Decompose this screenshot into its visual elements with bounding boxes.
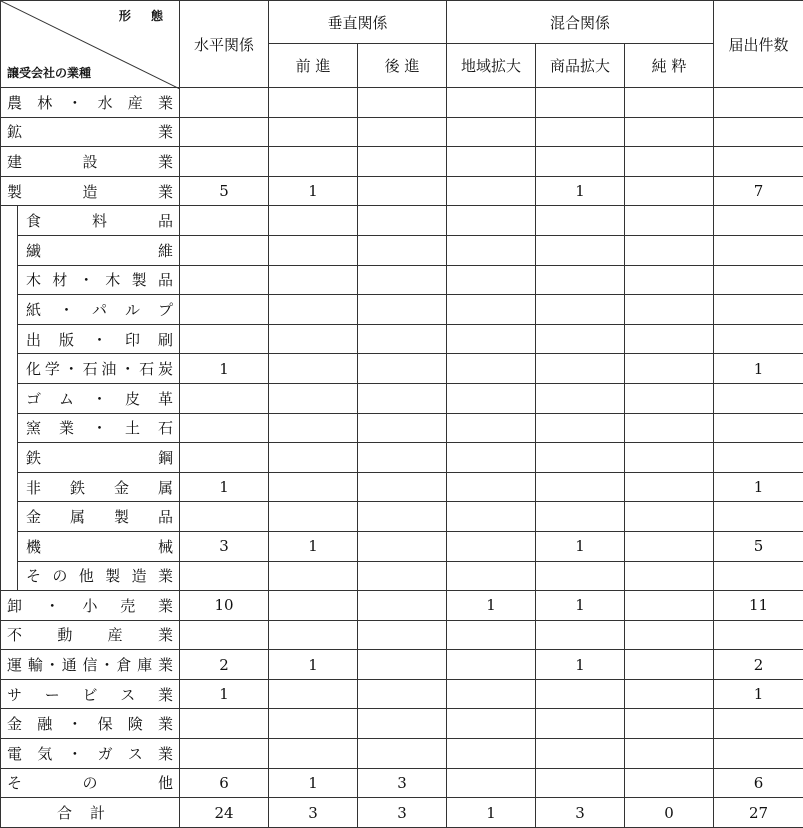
indent-spacer	[1, 413, 18, 443]
table-row	[1, 88, 803, 118]
total-label: 合計	[1, 798, 180, 828]
horizontal-relation-header: 水平関係	[180, 1, 269, 88]
industry-label: 建設業	[1, 147, 180, 177]
count-cell: 1	[536, 176, 625, 206]
total-cell: 3	[269, 798, 358, 828]
backward-header: 後 進	[358, 44, 447, 88]
count-cell	[625, 709, 714, 739]
count-cell	[269, 383, 358, 413]
table-row	[1, 117, 803, 147]
count-cell	[180, 561, 269, 591]
count-cell	[625, 413, 714, 443]
table-body	[1, 88, 803, 828]
count-cell	[714, 739, 803, 769]
count-cell	[269, 502, 358, 532]
count-cell	[358, 472, 447, 502]
count-cell	[269, 739, 358, 769]
count-cell	[536, 324, 625, 354]
count-cell	[180, 383, 269, 413]
indent-spacer	[1, 502, 18, 532]
count-cell: 5	[714, 531, 803, 561]
sub-industry-label: 窯業・土石	[18, 413, 180, 443]
count-cell	[625, 147, 714, 177]
count-cell	[714, 324, 803, 354]
count-cell: 1	[536, 531, 625, 561]
count-cell	[447, 235, 536, 265]
count-cell	[269, 472, 358, 502]
count-cell: 11	[714, 591, 803, 621]
count-cell	[358, 620, 447, 650]
count-cell	[447, 265, 536, 295]
count-cell	[625, 235, 714, 265]
indent-spacer	[1, 531, 18, 561]
table-row	[1, 768, 803, 798]
count-cell: 1	[714, 679, 803, 709]
count-cell	[625, 295, 714, 325]
count-cell: 1	[269, 768, 358, 798]
count-cell	[358, 354, 447, 384]
count-cell	[714, 383, 803, 413]
count-cell	[358, 176, 447, 206]
count-cell	[536, 147, 625, 177]
count-cell	[180, 709, 269, 739]
count-cell: 1	[536, 591, 625, 621]
count-cell	[447, 650, 536, 680]
count-cell	[536, 383, 625, 413]
count-cell	[536, 443, 625, 473]
total-cell: 27	[714, 798, 803, 828]
count-cell: 1	[180, 679, 269, 709]
count-cell	[447, 443, 536, 473]
table-row	[1, 502, 803, 532]
corner-form-label: 形 態	[119, 7, 171, 24]
table-row	[1, 591, 803, 621]
table-row	[1, 650, 803, 680]
count-cell	[625, 324, 714, 354]
count-cell	[358, 295, 447, 325]
count-cell	[447, 147, 536, 177]
count-cell: 6	[714, 768, 803, 798]
count-cell: 2	[714, 650, 803, 680]
count-cell	[269, 591, 358, 621]
count-cell	[180, 324, 269, 354]
industry-label: 電気・ガス業	[1, 739, 180, 769]
indent-spacer	[1, 324, 18, 354]
count-cell	[180, 739, 269, 769]
count-cell	[358, 591, 447, 621]
count-cell	[180, 88, 269, 118]
count-cell	[447, 206, 536, 236]
count-cell	[536, 709, 625, 739]
table-row	[1, 206, 803, 236]
count-cell	[447, 768, 536, 798]
count-cell	[625, 176, 714, 206]
indent-spacer	[1, 472, 18, 502]
count-cell	[447, 502, 536, 532]
forward-header: 前 進	[269, 44, 358, 88]
total-cell: 3	[536, 798, 625, 828]
count-cell	[269, 265, 358, 295]
count-cell: 1	[714, 354, 803, 384]
count-cell: 5	[180, 176, 269, 206]
count-cell	[625, 265, 714, 295]
table-row	[1, 472, 803, 502]
indent-spacer	[1, 265, 18, 295]
count-cell	[269, 354, 358, 384]
count-cell	[536, 561, 625, 591]
count-cell	[625, 206, 714, 236]
count-cell	[269, 295, 358, 325]
count-cell	[447, 324, 536, 354]
count-cell	[269, 561, 358, 591]
count-cell	[269, 709, 358, 739]
count-cell: 6	[180, 768, 269, 798]
industry-label: 金融・保険業	[1, 709, 180, 739]
count-cell	[447, 561, 536, 591]
count-cell	[714, 502, 803, 532]
count-cell	[269, 206, 358, 236]
corner-industry-label: 譲受会社の業種	[7, 64, 91, 81]
table-row	[1, 354, 803, 384]
count-cell: 3	[180, 531, 269, 561]
count-cell	[625, 591, 714, 621]
industry-label: その他	[1, 768, 180, 798]
count-cell	[625, 117, 714, 147]
count-cell	[180, 147, 269, 177]
table-row	[1, 709, 803, 739]
count-cell	[714, 265, 803, 295]
count-cell	[625, 768, 714, 798]
count-cell	[625, 88, 714, 118]
table-row	[1, 620, 803, 650]
table-row	[1, 383, 803, 413]
sub-industry-label: ゴム・皮革	[18, 383, 180, 413]
count-cell	[269, 443, 358, 473]
count-cell	[714, 206, 803, 236]
count-cell	[536, 679, 625, 709]
table-row	[1, 739, 803, 769]
count-cell	[625, 354, 714, 384]
sub-industry-label: 鉄鋼	[18, 443, 180, 473]
pure-header: 純 粋	[625, 44, 714, 88]
sub-industry-label: 化学・石油・石炭	[18, 354, 180, 384]
count-cell	[447, 383, 536, 413]
count-cell	[358, 709, 447, 739]
count-cell	[536, 206, 625, 236]
count-cell	[358, 531, 447, 561]
count-cell	[536, 739, 625, 769]
total-cell: 1	[447, 798, 536, 828]
indent-spacer	[1, 443, 18, 473]
sub-industry-label: その他製造業	[18, 561, 180, 591]
count-cell	[714, 88, 803, 118]
total-cell: 0	[625, 798, 714, 828]
table-row	[1, 679, 803, 709]
count-cell	[269, 679, 358, 709]
corner-header-cell	[1, 1, 180, 88]
count-cell	[447, 709, 536, 739]
count-cell	[358, 443, 447, 473]
filings-count-header: 届出件数	[714, 1, 803, 88]
table-row	[1, 235, 803, 265]
count-cell: 1	[714, 472, 803, 502]
count-cell	[536, 768, 625, 798]
count-cell	[714, 561, 803, 591]
table-row	[1, 324, 803, 354]
industry-label: サービス業	[1, 679, 180, 709]
count-cell	[358, 147, 447, 177]
count-cell	[358, 117, 447, 147]
count-cell	[269, 620, 358, 650]
count-cell: 1	[269, 531, 358, 561]
count-cell	[536, 354, 625, 384]
count-cell	[358, 413, 447, 443]
count-cell	[714, 147, 803, 177]
count-cell	[625, 531, 714, 561]
count-cell	[358, 383, 447, 413]
count-cell	[269, 413, 358, 443]
count-cell	[269, 235, 358, 265]
product-expansion-header: 商品拡大	[536, 44, 625, 88]
sub-industry-label: 食料品	[18, 206, 180, 236]
count-cell	[447, 295, 536, 325]
count-cell	[180, 502, 269, 532]
industry-label: 卸・小売業	[1, 591, 180, 621]
count-cell	[180, 295, 269, 325]
indent-spacer	[1, 235, 18, 265]
count-cell	[447, 354, 536, 384]
table-row	[1, 443, 803, 473]
mixed-relation-header: 混合関係	[447, 1, 714, 44]
industry-label: 農林・水産業	[1, 88, 180, 118]
count-cell: 10	[180, 591, 269, 621]
count-cell	[269, 147, 358, 177]
count-cell	[269, 324, 358, 354]
total-row	[1, 798, 803, 828]
count-cell	[447, 620, 536, 650]
sub-industry-label: 繊維	[18, 235, 180, 265]
table-row	[1, 265, 803, 295]
total-cell: 24	[180, 798, 269, 828]
count-cell	[536, 295, 625, 325]
indent-spacer	[1, 206, 18, 236]
count-cell	[358, 502, 447, 532]
table-row	[1, 295, 803, 325]
industry-label: 製造業	[1, 176, 180, 206]
count-cell	[358, 235, 447, 265]
table-row	[1, 413, 803, 443]
count-cell	[180, 235, 269, 265]
sub-industry-label: 紙・パルプ	[18, 295, 180, 325]
count-cell	[536, 472, 625, 502]
count-cell	[180, 620, 269, 650]
table-row	[1, 531, 803, 561]
count-cell	[447, 679, 536, 709]
sub-industry-label: 非鉄金属	[18, 472, 180, 502]
vertical-relation-header: 垂直関係	[269, 1, 447, 44]
count-cell	[447, 739, 536, 769]
count-cell	[180, 413, 269, 443]
count-cell	[447, 472, 536, 502]
count-cell	[625, 443, 714, 473]
count-cell	[536, 265, 625, 295]
count-cell: 1	[536, 650, 625, 680]
count-cell	[447, 88, 536, 118]
count-cell	[714, 117, 803, 147]
count-cell	[625, 502, 714, 532]
count-cell	[714, 443, 803, 473]
count-cell	[625, 679, 714, 709]
count-cell	[358, 206, 447, 236]
count-cell	[625, 739, 714, 769]
count-cell	[625, 383, 714, 413]
count-cell	[536, 88, 625, 118]
count-cell	[180, 265, 269, 295]
indent-spacer	[1, 295, 18, 325]
industry-label: 鉱業	[1, 117, 180, 147]
count-cell	[447, 117, 536, 147]
count-cell	[269, 117, 358, 147]
count-cell	[714, 235, 803, 265]
count-cell: 7	[714, 176, 803, 206]
sub-industry-label: 金属製品	[18, 502, 180, 532]
count-cell: 1	[269, 176, 358, 206]
region-expansion-header: 地域拡大	[447, 44, 536, 88]
count-cell	[714, 295, 803, 325]
count-cell	[625, 561, 714, 591]
count-cell	[447, 413, 536, 443]
count-cell	[625, 620, 714, 650]
industry-label: 運輸･通信･倉庫業	[1, 650, 180, 680]
count-cell	[180, 443, 269, 473]
count-cell	[536, 502, 625, 532]
count-cell: 2	[180, 650, 269, 680]
count-cell	[536, 413, 625, 443]
count-cell	[714, 620, 803, 650]
count-cell	[269, 88, 358, 118]
table-row	[1, 561, 803, 591]
count-cell: 1	[269, 650, 358, 680]
indent-spacer	[1, 561, 18, 591]
count-cell: 3	[358, 768, 447, 798]
total-cell: 3	[358, 798, 447, 828]
count-cell	[625, 650, 714, 680]
count-cell	[714, 709, 803, 739]
count-cell	[180, 117, 269, 147]
count-cell	[358, 561, 447, 591]
count-cell	[358, 679, 447, 709]
sub-industry-label: 木材・木製品	[18, 265, 180, 295]
count-cell	[536, 117, 625, 147]
count-cell	[358, 88, 447, 118]
indent-spacer	[1, 354, 18, 384]
count-cell	[447, 531, 536, 561]
industry-label: 不動産業	[1, 620, 180, 650]
count-cell	[358, 739, 447, 769]
table-row	[1, 147, 803, 177]
count-cell	[536, 235, 625, 265]
count-cell	[714, 413, 803, 443]
count-cell: 1	[180, 472, 269, 502]
count-cell	[358, 265, 447, 295]
sub-industry-label: 機械	[18, 531, 180, 561]
count-cell	[447, 176, 536, 206]
table-row	[1, 176, 803, 206]
count-cell	[625, 472, 714, 502]
indent-spacer	[1, 383, 18, 413]
sub-industry-label: 出版・印刷	[18, 324, 180, 354]
count-cell: 1	[447, 591, 536, 621]
count-cell	[536, 620, 625, 650]
count-cell: 1	[180, 354, 269, 384]
count-cell	[180, 206, 269, 236]
count-cell	[358, 324, 447, 354]
count-cell	[358, 650, 447, 680]
